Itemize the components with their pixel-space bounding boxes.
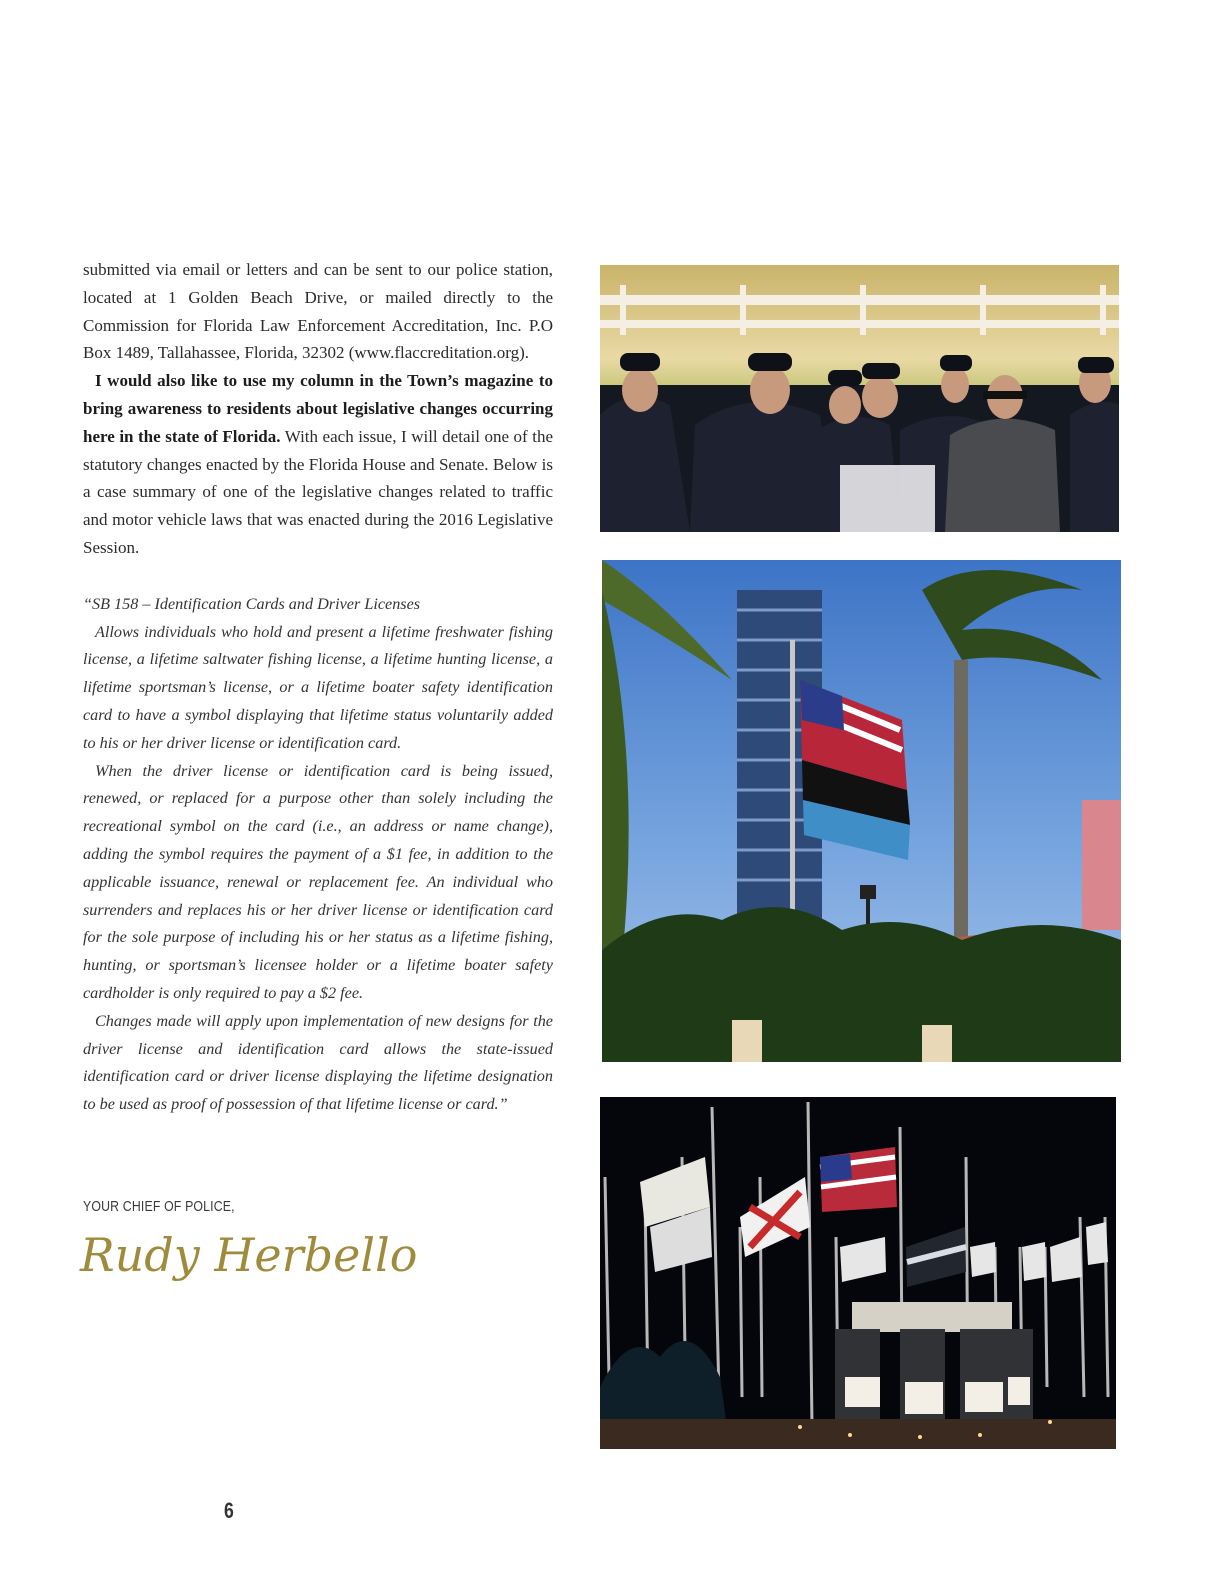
quote-paragraph-2: When the driver license or identification card is being issued, renewed, or replaced for a purpose other than solely including the recreational symbol on the card (i.e., an address or name change), adding the symbol requires the payment of a $1 fee, in addition to the applicable issuance, renewal or replacement fee. An individual who surrenders and replaces his or her driver license or identification card for the sole purpose of including his or her status as a lifetime fishing, hunting, or sportsman’s licensee holder or a lifetime boater safety cardholder is only required to pay a $2 fee.: [83, 761, 553, 1002]
quote-heading: “SB 158 – Identification Cards and Driver Licenses: [83, 594, 421, 613]
article-column: [83, 256, 553, 1119]
signoff-closing: YOUR CHIEF OF POLICE,: [83, 1198, 235, 1215]
article-bold-lead: I would also like to use my column in the Town’s magazine to bring awareness to residents about legislative changes occurring here in the state of Florida.: [83, 371, 553, 446]
memorial-flags-night-photo: [600, 1097, 1116, 1449]
quote-paragraph-3: Changes made will apply upon implementation of new designs for the driver license and identification card allows the state-issued identification card or driver license displaying the lifetime designation to be used as proof of possession of that lifetime license or card.”: [83, 1011, 553, 1114]
flags-palm-trees-photo: [602, 560, 1121, 1062]
article-paragraph-1: submitted via email or letters and can be sent to our police station, located at 1 Golden Beach Drive, or mailed directly to the Commission for Florida Law Enforcement Accreditation, Inc. P.O Box 1489, Tallahassee, Florida, 32302 (www.flaccreditation.org).: [83, 260, 553, 363]
legislation-quote: [83, 591, 553, 1119]
quote-paragraph-1: Allows individuals who hold and present a lifetime freshwater fishing license, a lifetime saltwater fishing license, a lifetime hunting license, a lifetime sportsman’s license, or a lifetime boater safety identification card to have a symbol displaying that lifetime status voluntarily added to his or her driver license or identification card.: [83, 622, 553, 752]
article-paragraph-2-rest: With each issue, I will detail one of the statutory changes enacted by the Florida House and Senate. Below is a case summary of one of the legislative changes related to traffic and motor vehicle laws that was enacted during the 2016 Legislative Session.: [83, 426, 553, 557]
chief-signature: Rudy Herbello: [80, 1228, 418, 1282]
page-number: 6: [224, 1498, 234, 1523]
article-paragraph-2: [83, 367, 553, 562]
officers-ceremony-photo: [600, 265, 1119, 532]
